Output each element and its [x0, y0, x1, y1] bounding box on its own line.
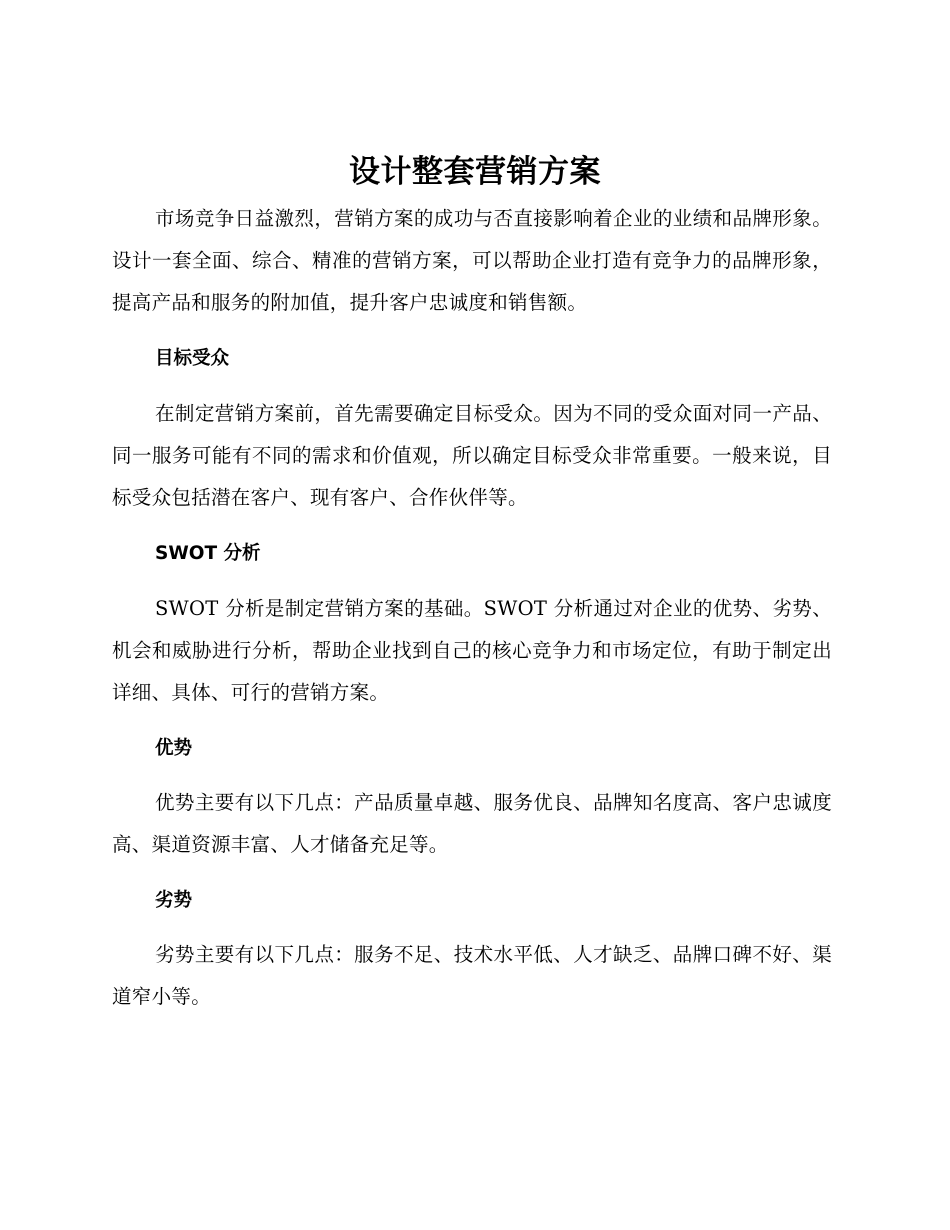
- section-heading-swot: SWOT 分析: [155, 543, 261, 564]
- section-body-swot: SWOT 分析是制定营销方案的基础。SWOT 分析通过对企业的优势、劣势、机会和威胁进行分析，帮助企业找到自己的核心竞争力和市场定位，有助于制定出详细、具体、可行的营销方案。: [112, 597, 832, 704]
- section-heading-weaknesses: 劣势: [155, 890, 193, 911]
- document-title: 设计整套营销方案: [349, 154, 601, 190]
- section-heading-target-audience: 目标受众: [155, 348, 230, 369]
- section-body-weaknesses: 劣势主要有以下几点：服务不足、技术水平低、人才缺乏、品牌口碑不好、渠道窄小等。: [112, 943, 832, 1008]
- section-body-strengths: 优势主要有以下几点：产品质量卓越、服务优良、品牌知名度高、客户忠诚度高、渠道资源丰富、人才储备充足等。: [112, 791, 832, 856]
- section-heading-strengths: 优势: [155, 738, 193, 759]
- intro-paragraph: 市场竞争日益激烈，营销方案的成功与否直接影响着企业的业绩和品牌形象。设计一套全面、综合、精准的营销方案，可以帮助企业打造有竞争力的品牌形象，提高产品和服务的附加值，提升客户忠诚度和销售额。: [112, 207, 832, 314]
- section-body-target-audience: 在制定营销方案前，首先需要确定目标受众。因为不同的受众面对同一产品、同一服务可能有不同的需求和价值观，所以确定目标受众非常重要。一般来说，目标受众包括潜在客户、现有客户、合作伙伴等。: [112, 402, 832, 509]
